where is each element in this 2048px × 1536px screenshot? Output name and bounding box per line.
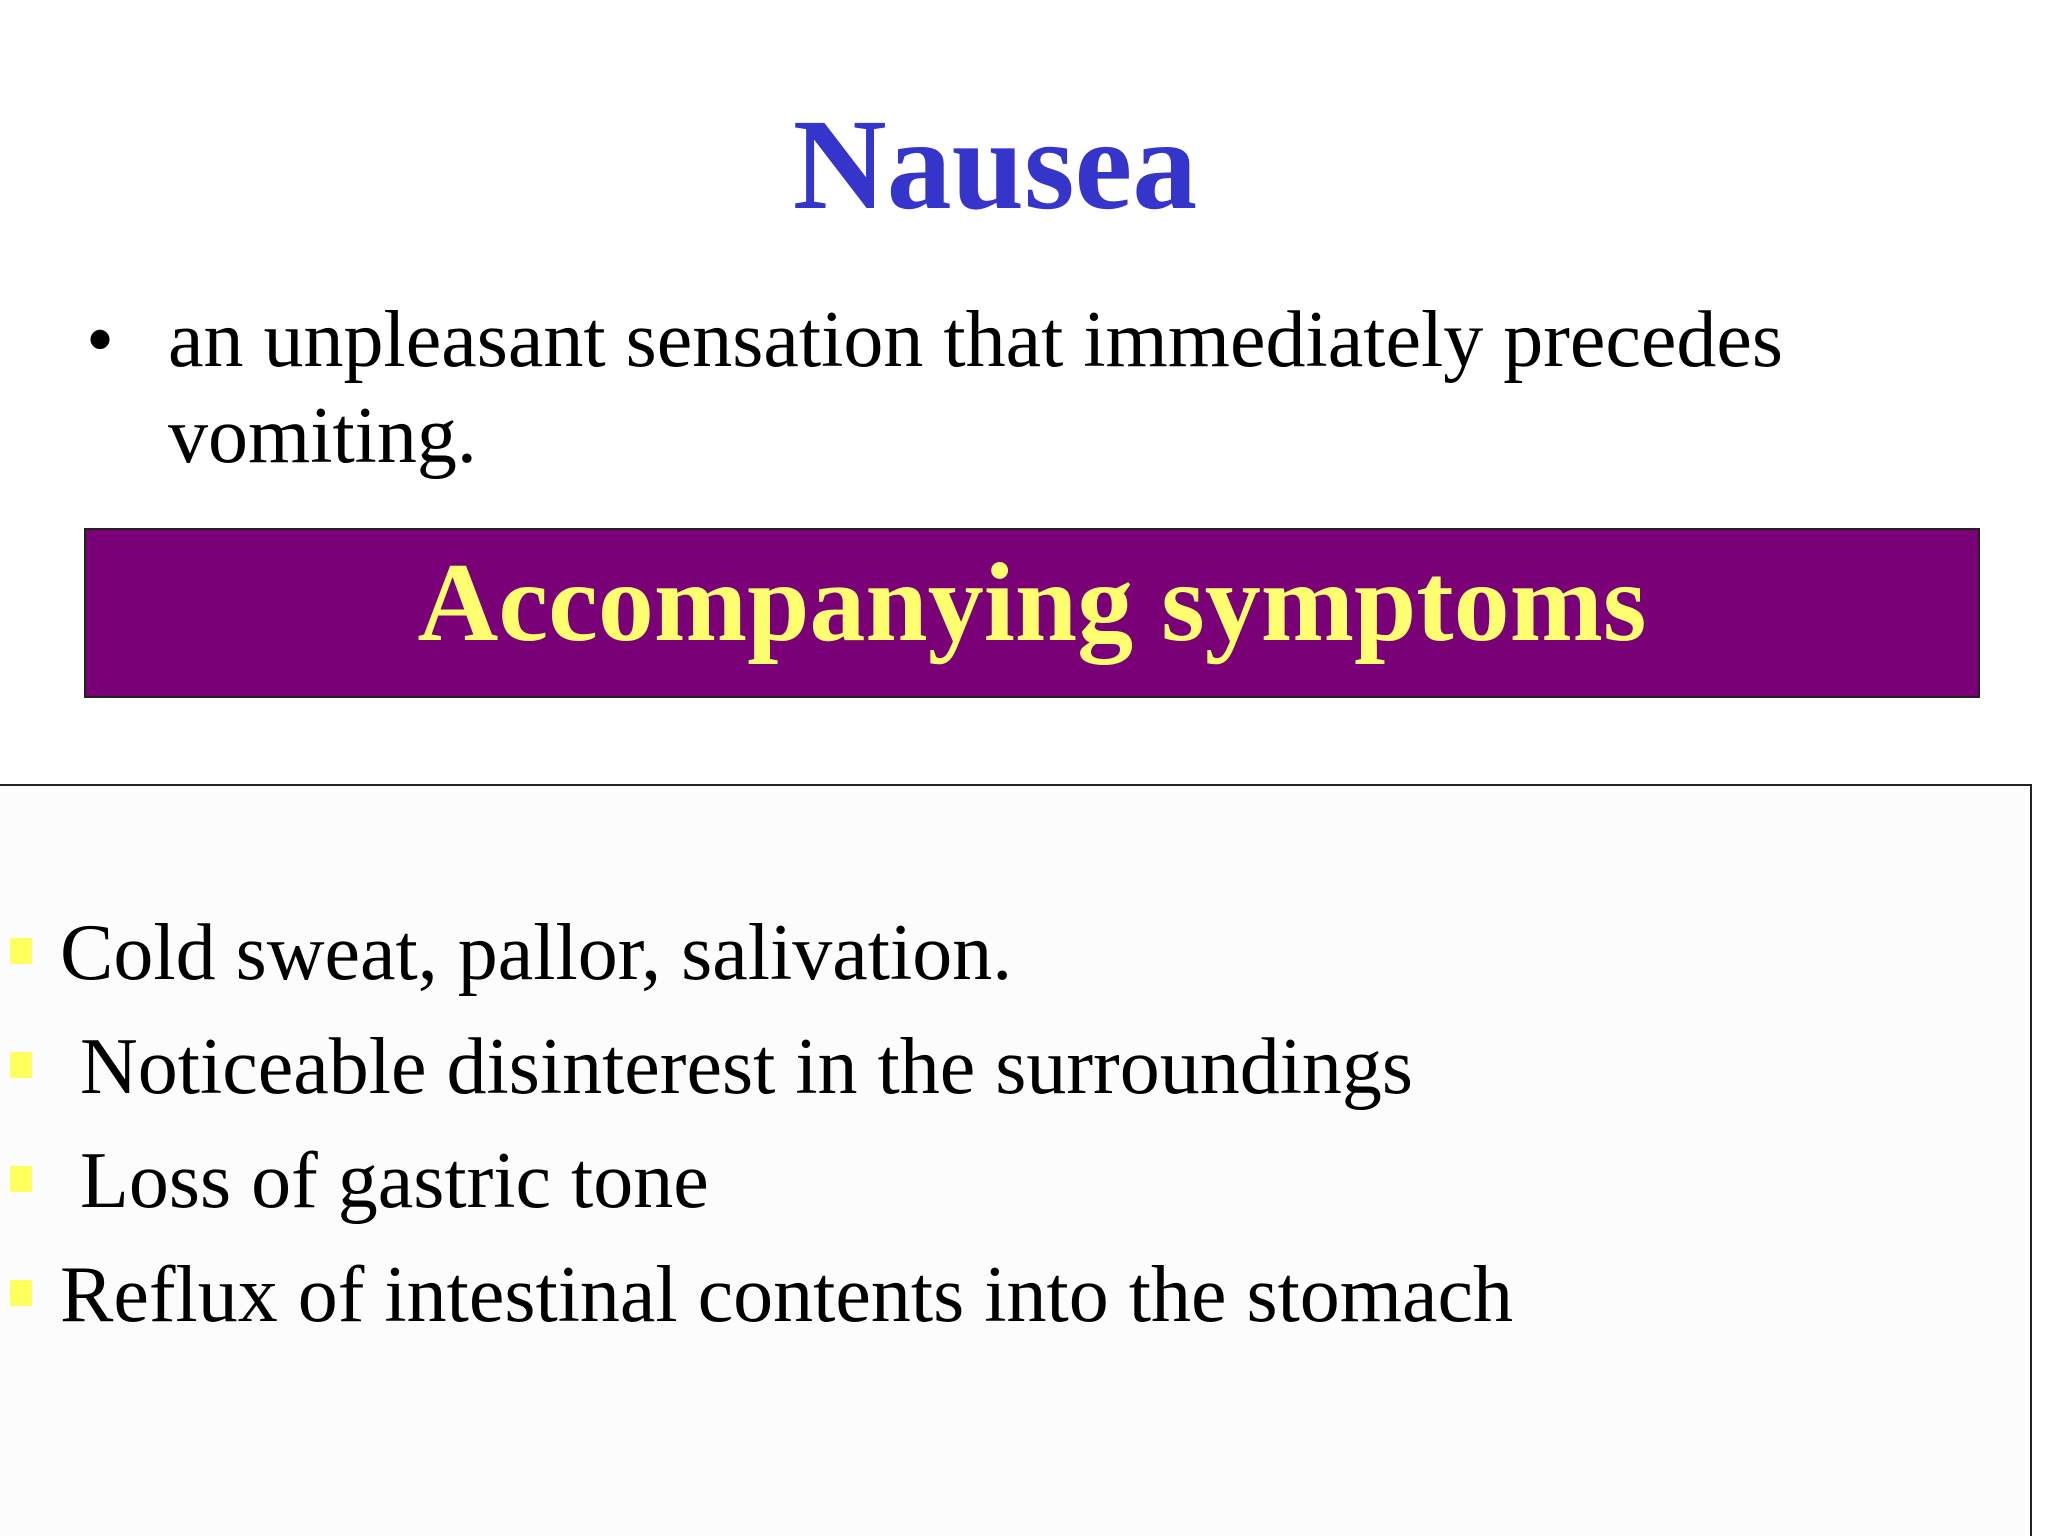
- square-bullet-icon: [10, 1052, 32, 1078]
- square-bullet-icon: [10, 1166, 32, 1192]
- banner-label: Accompanying symptoms: [417, 541, 1647, 665]
- symptom-text: Reflux of intestinal contents into the stomach: [60, 1251, 1514, 1339]
- definition-list: [80, 292, 1980, 484]
- definition-text: an unpleasant sensation that immediately precedes vomiting.: [168, 296, 1783, 480]
- accompanying-symptoms-banner: [84, 528, 1980, 698]
- slide-title: Nausea: [792, 93, 1198, 237]
- symptom-text: Noticeable disinterest in the surroundings: [80, 1023, 1414, 1111]
- symptom-box: [0, 784, 2032, 1536]
- symptom-text: Loss of gastric tone: [80, 1137, 709, 1225]
- square-bullet-icon: [10, 938, 32, 964]
- round-bullet-icon: •: [86, 296, 115, 384]
- symptom-text: Cold sweat, pallor, salivation.: [60, 909, 1013, 997]
- square-bullet-icon: [10, 1280, 32, 1306]
- definition-item: [80, 292, 1980, 484]
